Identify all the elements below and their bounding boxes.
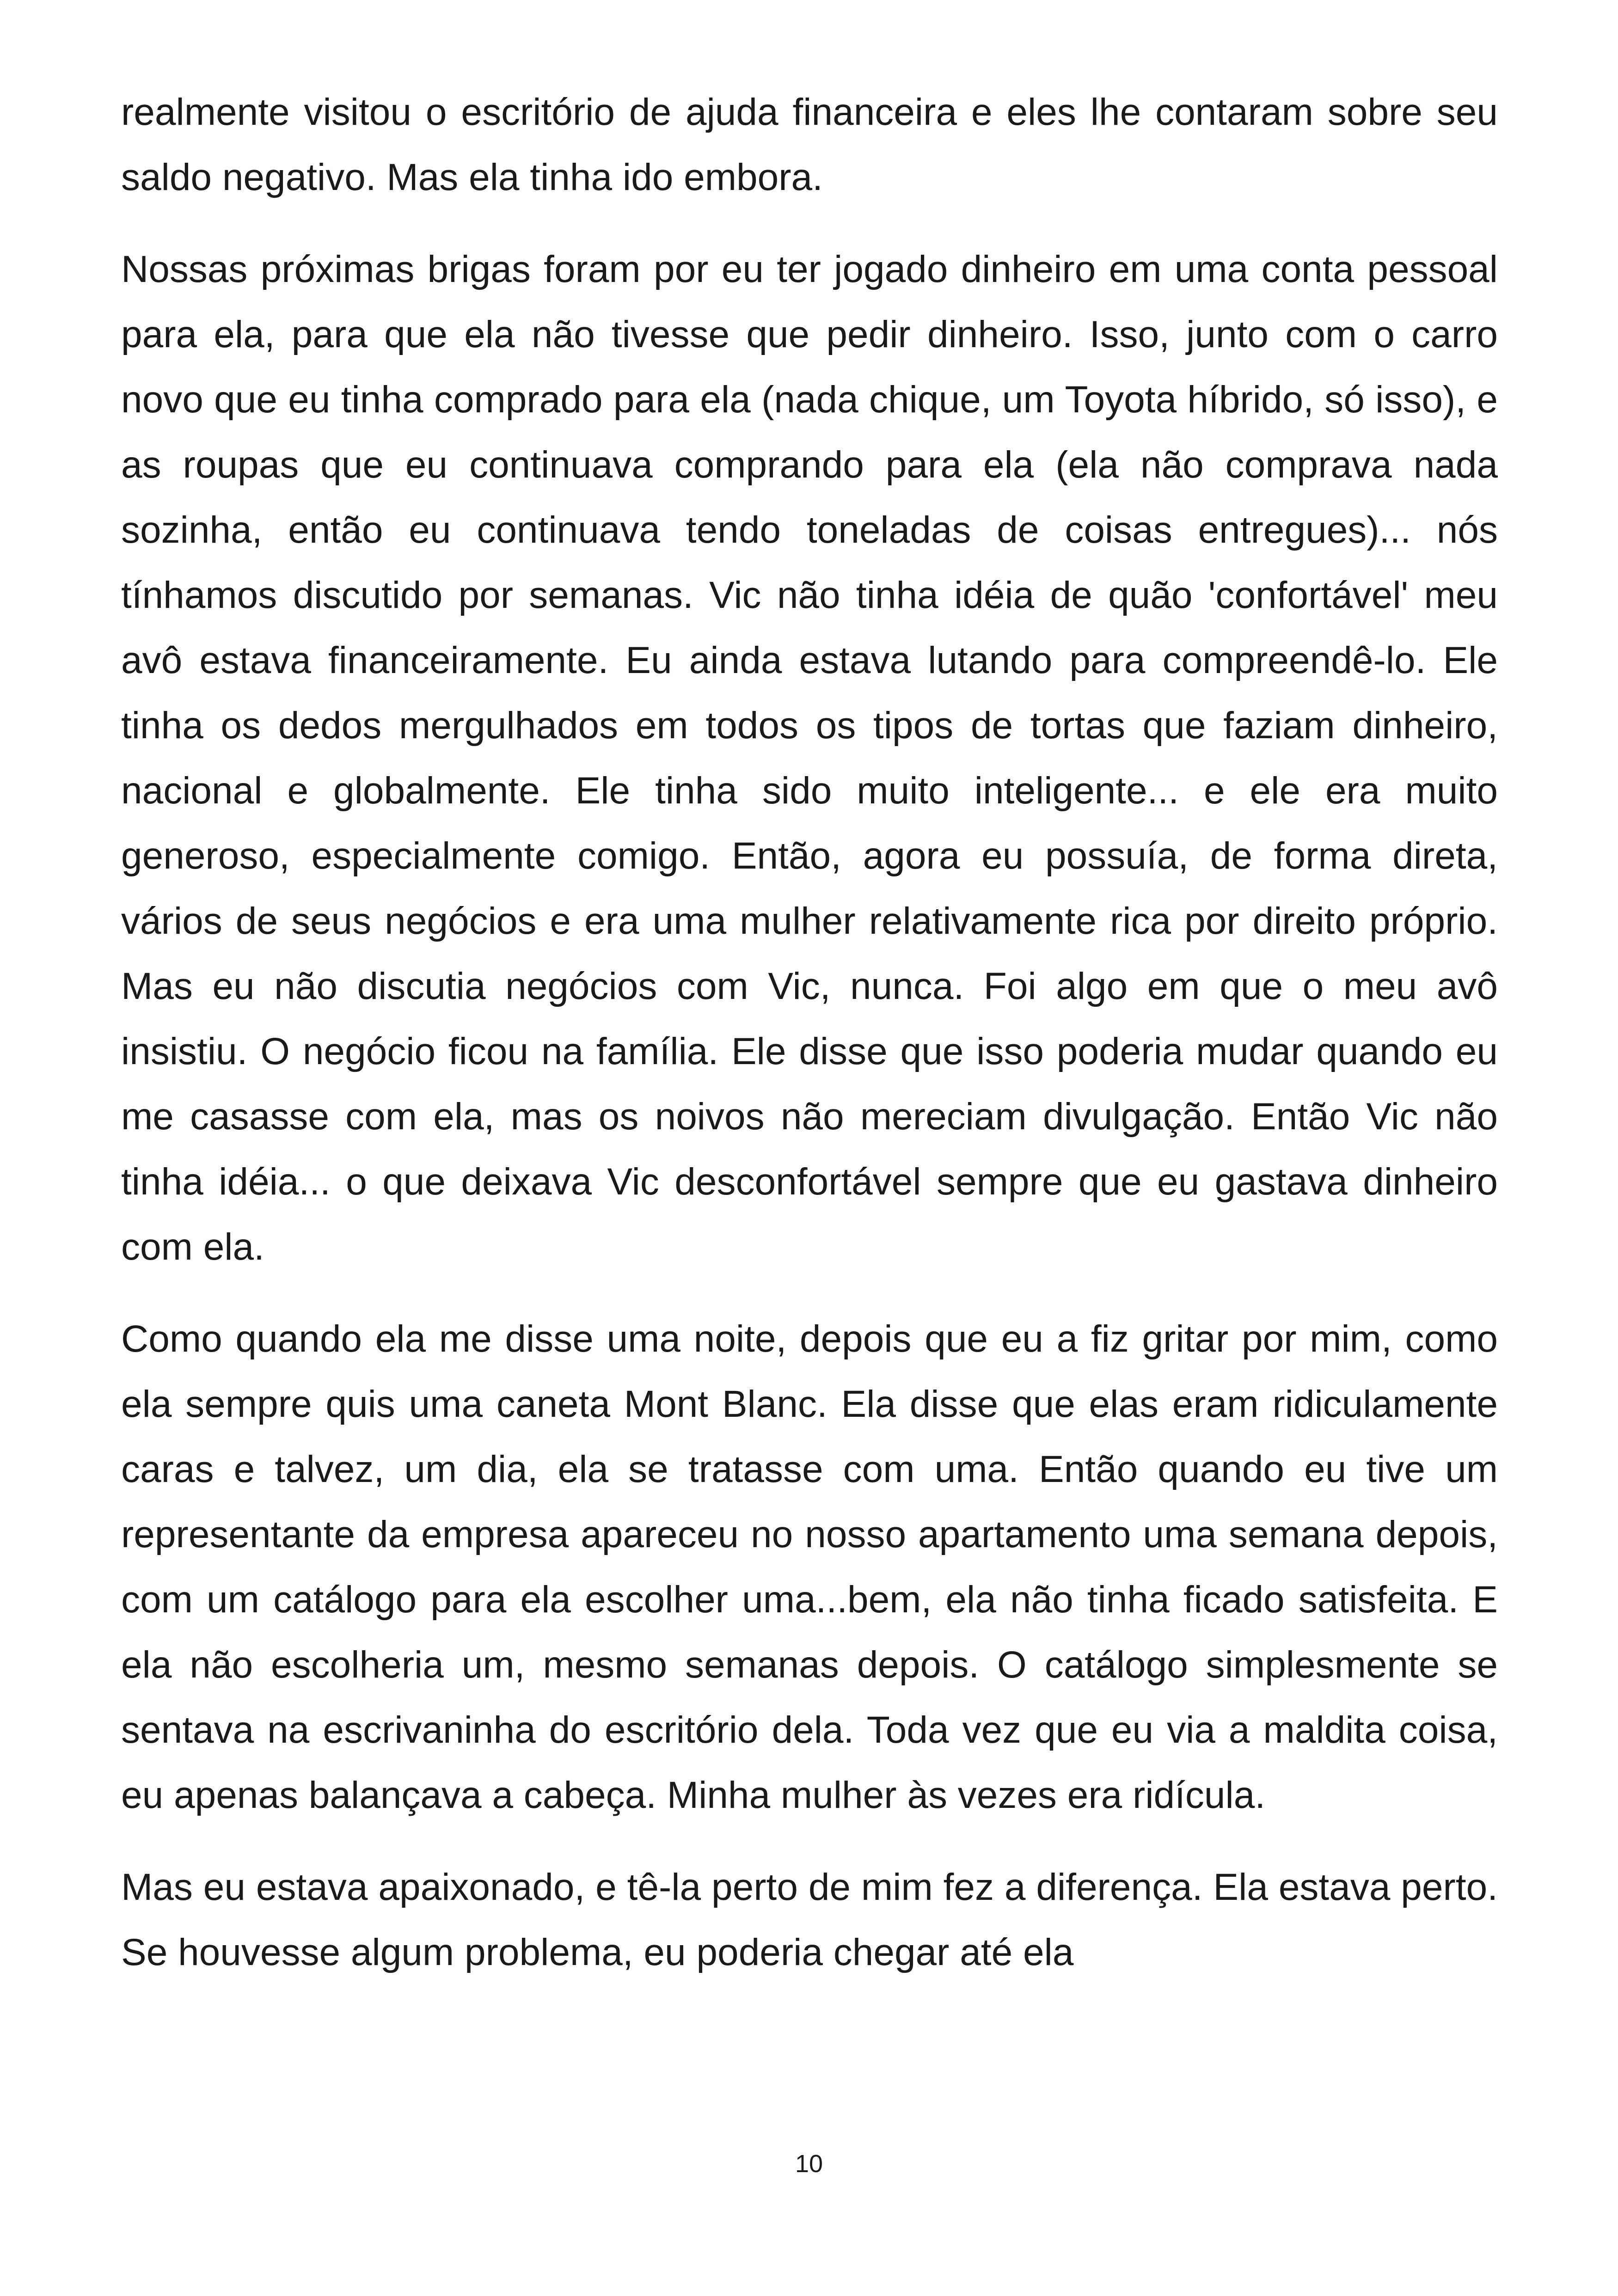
paragraph-2: Nossas próximas brigas foram por eu ter jogado dinheiro em uma conta pessoal para ela, para que ela não tivesse que pedir dinheiro. Isso, junto com o carro novo que eu tinha comprado para ela (nada chique, um Toyota híbrido, só isso), e as roupas que eu continuava comprando para ela (ela não comprava nada sozinha, então eu continuava tendo toneladas de coisas entregues)... nós tínhamos discutido por semanas. Vic não tinha idéia de quão 'confortável' meu avô estava financeiramente. Eu ainda estava lutando para compreendê-lo. Ele tinha os dedos mergulhados em todos os tipos de tortas que faziam dinheiro, nacional e globalmente. Ele tinha sido muito inteligente... e ele era muito generoso, especialmente comigo. Então, agora eu possuía, de forma direta, vários de seus negócios e era uma mulher relativamente rica por direito próprio. Mas eu não discutia negócios com Vic, nunca. Foi algo em que o meu avô insistiu. O negócio ficou na família. Ele disse que isso poderia mudar quando eu me casasse com ela, mas os noivos não mereciam divulgação. Então Vic não tinha idéia... o que deixava Vic desconfortável sempre que eu gastava dinheiro com ela. xyxy=(121,248,1498,1268)
body-text xyxy=(121,80,1498,2012)
paragraph-1: realmente visitou o escritório de ajuda financeira e eles lhe contaram sobre seu saldo negativo. Mas ela tinha ido embora. xyxy=(121,91,1498,198)
page-number: 10 xyxy=(795,2150,823,2178)
paragraph-3: Como quando ela me disse uma noite, depois que eu a fiz gritar por mim, como ela sempre quis uma caneta Mont Blanc. Ela disse que elas eram ridiculamente caras e talvez, um dia, ela se tratasse com uma. Então quando eu tive um representante da empresa apareceu no nosso apartamento uma semana depois, com um catálogo para ela escolher uma...bem, ela não tinha ficado satisfeita. E ela não escolheria um, mesmo semanas depois. O catálogo simplesmente se sentava na escrivaninha do escritório dela. Toda vez que eu via a maldita coisa, eu apenas balançava a cabeça. Minha mulher às vezes era ridícula. xyxy=(121,1318,1498,1816)
paragraph-4: Mas eu estava apaixonado, e tê-la perto de mim fez a diferença. Ela estava perto. Se houvesse algum problema, eu poderia chegar até ela xyxy=(121,1866,1498,1973)
